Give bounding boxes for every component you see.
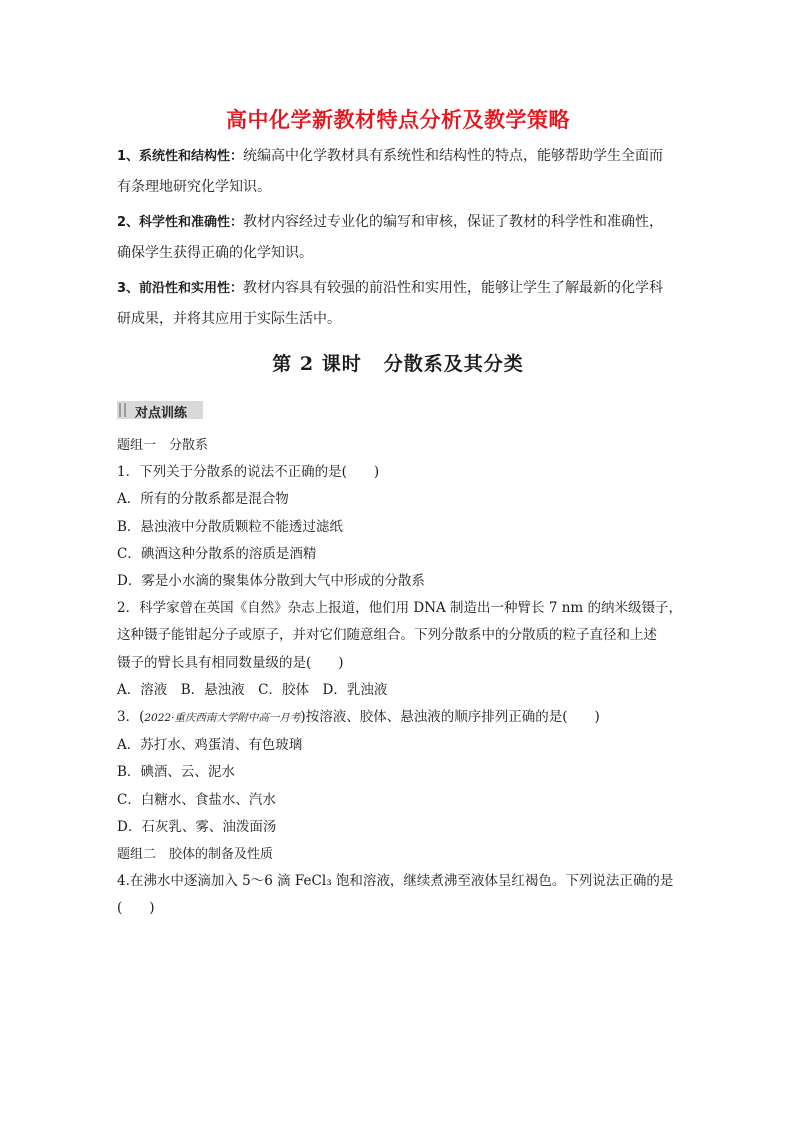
lesson-title: [117, 349, 679, 376]
intro-item-3-text: 教材内容具有较强的前沿性和实用性，能够让学生了解最新的化学科: [243, 280, 664, 296]
question-4-line-2: ( ): [117, 900, 155, 917]
question-3-option-c: C．白糖水、食盐水、汽水: [117, 791, 276, 808]
question-3-option-a: A．苏打水、鸡蛋清、有色玻璃: [117, 737, 303, 754]
question-3-source: 2022·重庆西南大学附中高一月考: [144, 712, 301, 725]
question-1-option-b: B．悬浊液中分散质颗粒不能透过滤纸: [117, 518, 343, 535]
question-1-option-a: A．所有的分散系都是混合物: [117, 491, 289, 508]
question-3-option-b: B．碘酒、云、泥水: [117, 764, 235, 781]
question-2-options: A．溶液 B．悬浊液 C．胶体 D．乳浊液: [117, 681, 388, 698]
intro-item-1: [117, 141, 679, 203]
tag-bar-icon-2: [124, 403, 127, 417]
question-1-option-c: C．碘酒这种分散系的溶质是酒精: [117, 545, 317, 562]
exercise-body: [117, 432, 683, 923]
intro-item-2-text: 教材内容经过专业化的编写和审核，保证了教材的科学性和准确性，: [243, 214, 664, 230]
question-4-line-1: 4.在沸水中逐滴加入 5～6 滴 FeCl₃ 饱和溶液，继续煮沸至液体呈红褐色。下列说法正确的是: [117, 873, 674, 890]
question-3-suffix: )按溶液、胶体、悬浊液的顺序排列正确的是( ): [300, 709, 600, 726]
question-3-stem: [117, 704, 679, 732]
question-3-prefix: 3．(: [117, 709, 145, 726]
question-3-option-d: D．石灰乳、雾、油泼面汤: [117, 818, 277, 835]
intro-item-1-cont: 有条理地研究化学知识。: [117, 179, 271, 195]
intro-section: [117, 141, 679, 339]
document-title: 高中化学新教材特点分析及教学策略: [226, 108, 570, 132]
intro-item-2: [117, 207, 679, 269]
intro-item-1-text: 统编高中化学教材具有系统性和结构性的特点，能够帮助学生全面而: [243, 148, 664, 164]
question-1-option-d: D．雾是小水滴的聚集体分散到大气中形成的分散系: [117, 573, 425, 590]
section-tag: [117, 401, 203, 419]
group-heading-2: 题组二 胶体的制备及性质: [117, 847, 274, 863]
group-heading-1: 题组一 分散系: [117, 438, 209, 453]
question-2-line-1: 2．科学家曾在英国《自然》杂志上报道，他们用 DNA 制造出一种臂长 7 nm 的纳米级镊子，: [117, 600, 683, 617]
intro-item-3-lead: 3、前沿性和实用性：: [117, 281, 244, 296]
lesson-number: 第 2 课时: [272, 353, 362, 375]
intro-item-3-cont: 研成果，并将其应用于实际生活中。: [117, 311, 341, 327]
intro-item-1-lead: 1、系统性和结构性：: [117, 149, 244, 164]
question-1-stem: 1．下列关于分散系的说法不正确的是( ): [117, 464, 380, 481]
question-2-line-2: 这种镊子能钳起分子或原子，并对它们随意组合。下列分散系中的分散质的粒子直径和上述: [117, 627, 657, 644]
lesson-topic: 分散系及其分类: [383, 353, 524, 375]
intro-item-2-cont: 确保学生获得正确的化学知识。: [117, 245, 313, 261]
intro-item-3: [117, 273, 679, 335]
question-2-line-3: 镊子的臂长具有相同数量级的是( ): [117, 654, 344, 671]
tag-bar-icon: [119, 403, 123, 417]
section-tag-label: 对点训练: [135, 406, 188, 421]
intro-item-2-lead: 2、科学性和准确性：: [117, 215, 244, 230]
